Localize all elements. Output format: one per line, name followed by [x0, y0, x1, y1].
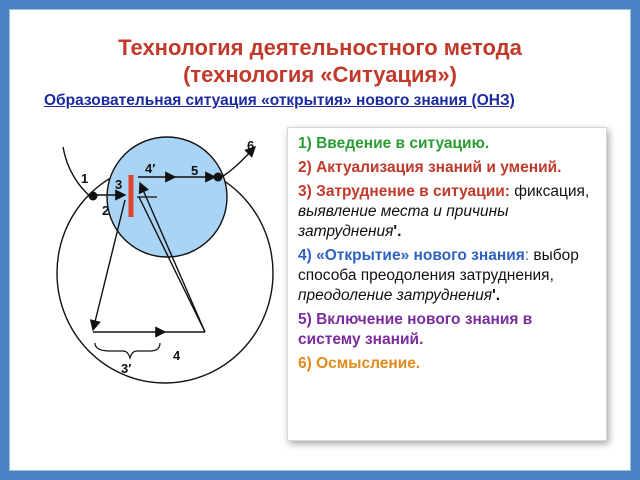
steps-panel	[287, 127, 607, 441]
step-4-title: «Открытие» нового знания	[316, 247, 525, 264]
label-5: 5	[191, 163, 199, 178]
steps-list	[298, 134, 598, 378]
step-4-number: 4)	[298, 247, 312, 264]
step-6-number: 6)	[298, 355, 312, 372]
step-4	[298, 246, 598, 306]
step-2	[298, 158, 598, 178]
step-5	[298, 310, 598, 350]
step-3-text: фиксация,	[514, 183, 590, 200]
step-1	[298, 134, 598, 154]
step-2-title: Актуализация знаний и умений.	[316, 159, 562, 176]
step-3-title: Затруднение в ситуации:	[316, 183, 510, 200]
step-5-title: Включение нового знания в систему знаний.	[298, 311, 533, 348]
title-line-2: (технология «Ситуация»)	[183, 62, 457, 87]
step-3-tail: '.	[393, 223, 402, 240]
point-exit	[214, 173, 223, 182]
label-4: 4	[173, 348, 181, 363]
step-4-colon: :	[524, 247, 530, 264]
label-1: 1	[81, 171, 89, 186]
arrow-down-left	[93, 200, 125, 330]
slide-subtitle: Образовательная ситуация «открытия» нового знания (ОНЗ)	[44, 92, 515, 109]
step-3-italic: выявление места и причины затруднения	[298, 203, 509, 240]
label-2: 2	[102, 203, 110, 218]
point-entry	[89, 192, 98, 201]
label-6: 6	[247, 138, 255, 153]
step-3-number: 3)	[298, 183, 312, 200]
step-4-tail: '.	[492, 287, 501, 304]
label-3prime: 3′	[121, 361, 132, 376]
step-1-title: Введение в ситуацию.	[316, 135, 490, 152]
step-6-title: Осмысление.	[316, 355, 421, 372]
label-3: 3	[115, 177, 123, 192]
label-4prime: 4′	[145, 161, 156, 176]
step-3	[298, 182, 598, 242]
brace-3prime	[95, 343, 160, 358]
step-4-text: выбор способа преодоления затруднения,	[298, 247, 579, 284]
step-2-number: 2)	[298, 159, 312, 176]
step-4-italic: преодоление затруднения	[298, 287, 493, 304]
step-5-number: 5)	[298, 311, 312, 328]
situation-diagram	[45, 125, 285, 385]
slide-title	[0, 34, 640, 88]
step-1-number: 1)	[298, 135, 312, 152]
title-line-1: Технология деятельностного метода	[118, 35, 522, 60]
knowledge-circle	[107, 137, 227, 257]
step-6	[298, 354, 598, 374]
